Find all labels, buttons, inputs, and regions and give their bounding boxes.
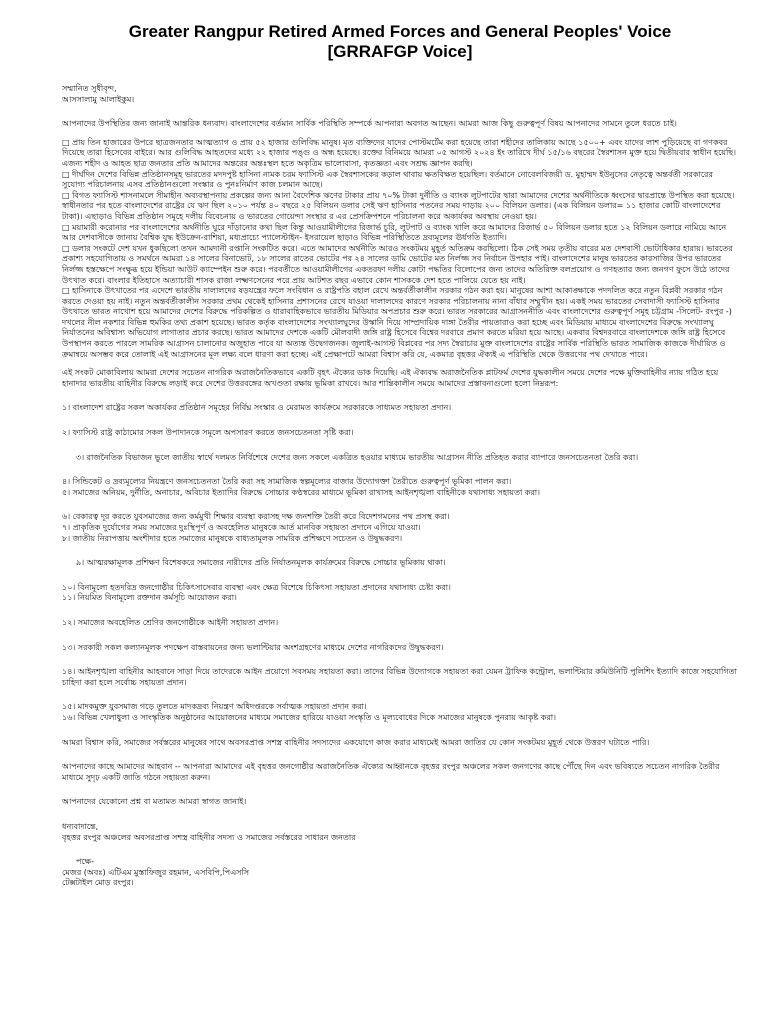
- proposal-list: [62, 403, 738, 723]
- proposal-item: ১২। সমাজের অবহেলিত শ্রেণির জনগোষ্ঠীকে আইনী সহায়তা প্রদান।: [62, 617, 279, 627]
- salutation: [62, 84, 738, 105]
- signatory-block: [62, 868, 738, 889]
- closing-thanks: ধন্যবাদান্তে,: [62, 821, 99, 831]
- background-item: □ ময়ামারী করোনার পর বাংলাদেশের অর্থনীতি ঘুরে দাঁড়ানোর কথা ছিল কিন্তু আওয়ামীলীগের রিজার্ভ চুরি, লুটপাট ও ব্যাংক খালি করে আমাদের রিজার্ভ ৫০ বিলিয়ন ডলার হতে ১২ বিলিয়ন ডলারে নামিয়ে আনে আর দেশবাসীকে জানায় বৈশ্বিক যুদ্ধ ইউক্রেন-রাশিয়া, মধ্যপ্রাচ্যে প্যালেস্টাইন- ইসরায়েল ছাড়াও বিভিন্ন পরিস্থিতিতে দ্রব্যমূলের ঊর্ধগতি ইত্যাদি।: [62, 222, 727, 243]
- appeal-paragraph: আপনাদের কাছে আমাদের আহবান -- আপনারা আমাদের এই বৃহত্তর জনগোষ্ঠীর অরাজনৈতিক ঐক্যের আহ্বানকে বৃহত্তর রংপুর অঞ্চলের সকল জনগণের কাছে পৌঁছে দিন এবং ভবিষ্যতে সচেতন নাগরিক তৈরীর মাধ্যমে সুদৃঢ় একটি জাতি গঠনে সহায়তা করুন।: [62, 762, 720, 782]
- proposal-item: ৭। প্রাকৃতিক দুর্যোগের সময় সমাজের দুঃস্থিপূর্ণ ও অবহেলিত মানুষকে আর্ত মানবিক সহায়তা প্রদানে এগিয়ে যাওয়া।: [62, 523, 421, 532]
- proposal-item: ২। ফ্যাসিস্ট রাষ্ট্র কাঠামোর সকল উপাদানকে সমূলে অপসারণ করতে জনসচেতনতা সৃষ্টি করা।: [62, 428, 354, 438]
- signatory-name: মেজর (অবঃ) এটিএম মুস্তাফিজুর রহমান, এসবিপি,পিএসসি: [62, 867, 250, 877]
- salutation-line-2: আসসালামু আলাইকুম।: [62, 94, 135, 104]
- belief-paragraph: আমরা বিশ্বাস করি, সমাজের সর্বস্তরের মানুষের সাথে অবসরপ্রাপ্ত সশস্ত্র বাহিনীর সদস্যদের একযোগে কাজ করার মাধ্যমেই আমরা জাতির যে কোন সংকটময় মুহূর্ত থেকে উত্তরণ ঘটাতে পারি।: [62, 737, 650, 747]
- proposal-item: ১১। নিয়মিত বিনামূল্যে রক্তদান কর্মসূচি আয়োজন করা।: [62, 593, 237, 603]
- background-item: □ বিগত ফ্যাসিস্ট শাসনামলে সীমাহীন অব্যবস্থাপনায় প্রকল্পের জন্য আনা বৈদেশিক ঋণের টাকার প্রায় ৭০% টাকা দুর্নীতি ও ব্যাংক লুটপাটের দ্বারা আমাদের দেশের অর্থনীতিকে ধ্বংসের দ্বারপ্রান্তে উপস্থিত করা হয়েছে। স্বাধীনতার পর হতে বাংলাদেশের রাষ্ট্রের যে ঋণ ছিল ২০১০ পর্যন্ত ৪০ বছরে ২৫ বিলিয়ন ডলার সেই ঋণ হাসিনার পতনের সময় দাড়ায় ২০০ বিলিয়ন ডলার। (এক বিলিয়ন ডলার= ১১ হাজার কোটি বাংলাদেশের টাকা)। এছাড়াও বিভিন্ন প্রতিষ্ঠান সমূহে দলীয় বিবেচনায় ও ভারতের গোয়েন্দা সংস্থার র এর প্রেসক্রিপশনে পরিচালনা করে অকার্যকর অবস্থায় নেওয়া হয়।: [62, 190, 735, 221]
- document-title: [62, 22, 738, 62]
- proposal-item: ৪। সিন্ডিকেট ও দ্রব্যমূল্যের নিয়ন্ত্রণে জনসচেতনতা তৈরি করা সহ সামাজিক স্বল্পমূল্যের বাজার উদ্যোগক্তা তৈরীতে গুরুত্বপূর্ণ ভূমিকা পালন করা।: [62, 477, 512, 487]
- background-item: □ হাসিনাকে উৎখাতের পর এদেশে ভারতীয় দালালদের ষড়যন্ত্রের ফলে সংবিধান ও রাষ্ট্রপতি বহাল রেখে অন্তর্বর্তীকালীন সরকার গঠন করা হয়। মানুষের আশা আকাঙ্ক্ষাকে পদদলিত করে নতুন বিপ্লবী সরকার গঠন করতে দেওয়া হয় নাই। নতুন অন্তর্বর্তীকালীন সরকার প্রথম থেকেই হাসিনার প্রশাসনের রেখে যাওয়া দালালদের কারণে সরকার পরিচালনায় নানা বাঁধার সম্মুখীন হয়। একই সময় ভারতের সেবাদাসী ফ্যাসিস্ট হাসিনার উৎখাতে ভারত নাখোশ হয়ে আমাদের দেশের বিরুদ্ধে পরিকল্পিত ও ধারাবাহিকভাবে ভারতীয় মিডিয়ার অপপ্রচার শুরু করে। ভারত সরকারের আগ্রাসননীতি এবং বাংলাদেশের গুরুত্বপূর্ণ সমূহ চট্টগ্রাম -সিলেট- রংপুর -) দখলের নীল নকশার বিভিন্ন হুমকির তথ্য প্রকাশ হয়েছে। ভারত কর্তৃক বাংলাদেশের সংখ্যালঘুদের উস্কানি দিয়ে সাম্প্রদায়িক দাঙ্গা তৈরীর পায়তারাও করা হচ্ছে এবং মিডিয়ায় মাধ্যমে বাংলাদেশের বিরুদ্ধে সংখ্যালঘু নির্যাতনের অবিশ্বাস্য অভিযোগ লাগাতার প্রচার করছে। ভারত আমাদের দেশকে একটি মৌলবাদী জঙ্গি রাষ্ট্র হিসেবে বিশ্বের দরবারে প্রমাণ করতে মরিয়া হয়ে আছে। একবার বিশ্বদরবারে বাংলাদেশকে জঙ্গি রাষ্ট্র হিসেবে উপস্থাপন করতে পারলে সামরিক আগ্রাসন চালানোর অজুহাত পাবে যা অত্যন্ত উদ্বেগজনক। জুলাই-আগস্ট বিপ্লবের পর সদ্য স্বৈরাচার মুক্ত বাংলাদেশের রাষ্ট্রের সার্বিক পরিস্থিতি ভারত সামাজিক কাজকে দীর্ঘায়িত ও ক্রমান্বয়ে অসম্ভব করে তোলাই এই আগ্রাসনের মূল লক্ষ্য বলে ধারণা করা হচ্ছে। এই প্রেক্ষাপটে আমরা বিশ্বাস করি যে, একমাত্র বৃহত্তর ঐক্যই এ পরিস্থিতি থেকে উত্তরণের পথ দেখাতে পারে।: [62, 286, 732, 359]
- closing-block: [62, 822, 738, 843]
- proposal-item: ১০। বিনামূল্যে হতদরিদ্র জনগোষ্ঠীর চিকিৎসাসেবার ব্যবস্থা এবং ক্ষেত্র বিশেষে চিকিৎসা সহায়তা প্রদানের যথাসাধ্য চেষ্টা করা।: [62, 582, 451, 592]
- proposal-item: ৫। সমাজের অনিয়ম, দুর্নীতি, অনাচার, অবিচার ইত্যাদির বিরুদ্ধে সোচ্চার কণ্ঠস্বরের মাধ্যমে ভূমিকা রাখাসহ আইনশৃঙ্খলা বাহিনীকে যথাসাধ্য সহায়তা করা।: [62, 487, 540, 497]
- proposal-item: ১৩। সরকারী সকল কল্যানমূলক পদক্ষেপ বাস্তবায়নের জন্য ভলান্টিয়ার অংশগ্রহণের মাধ্যমে দেশের নাগরিকদের উদ্বুদ্ধকরণ।: [62, 642, 444, 652]
- proposal-item: ১৫। মাদকমুক্ত যুবসমাজ গড়ে তুলতে মাদকদ্রব্য নিয়ন্ত্রণ অধিদপ্তরকে সর্বাত্মক সহায়তা প্রদান করা।: [62, 702, 367, 712]
- proposal-item: ১। বাংলাদেশ রাষ্ট্রের সকল অকার্যকর প্রতিষ্ঠান সমূহের নির্বিঘ্ন সংস্কার ও মেরামত কার্যক্রমে সরকারকে সাধ্যমত সহায়তা প্রদান।: [62, 403, 452, 413]
- background-item: □ দীর্ঘদিন দেশের বিভিন্ন প্রতিষ্ঠানসমূহ ভারতের মদদপুষ্ট হাসিনা নামক চরম ফ্যাসিস্ট এক স্বৈরশাসকের কড়াল থাবায় ক্ষতবিক্ষত হয়েছিল। বর্তমানে নোবেলবিজয়ী ড. মুহাম্মদ ইউনুসের নেতৃত্বে অন্তর্বর্তী সরকারের সুযোগ্য পরিচালনায় এসব প্রতিষ্ঠানগুলো সংস্কার ও পুনঃনির্মাণ কাজ চলমান আছে।: [62, 169, 713, 190]
- proposal-item: ৩। রাজনৈতিক বিভাজন ভুলে জাতীয় স্বার্থে দলমত নির্বিশেষে দেশের জন্য সকলে একত্রিত হওয়ার মাধ্যমে ভারতীয় আগ্রাসন নীতি প্রতিহত করার ব্যাপারে জনসচেতনতা তৈরি করা।: [76, 452, 639, 462]
- intro-paragraph: আপনাদের উপস্থিতির জন্য জানাই আন্তরিক ধন্যবাদ। বাংলাদেশের বর্তমান সার্বিক পরিস্থিতি সম্পর্কে আপনারা অবগত আছেন। আমরা আজ কিছু গুরুত্বপূর্ণ বিষয় আপনাদের সামনে তুলে ধরতে চাই।: [62, 119, 677, 129]
- title-line-2: [GRRAFGP Voice]: [327, 42, 473, 61]
- background-section: [62, 138, 738, 360]
- proposal-item: ৮। জাতীয় নিরাপত্তায় অংশীদার হতে সমাজের মানুষকে বাধ্যতামূলক সামরিক প্রশিক্ষণে সচেতন ও উদ্বুদ্ধকরণ।: [62, 533, 403, 543]
- background-item: □ প্রায় তিন হাজারের উপরে ছাত্রজনতার আত্মত্যাগ ও প্রায় ৫২ হাজার গুলিবিদ্ধ মানুষ। মৃত ব্যক্তিদের যাদের পোস্টমর্টেম করা হয়েছে তারা শহীদের তালিকায় আছে ১৫০০+ এবং যাদের লাশ পুড়িয়েছে বা গণকবর দিয়েছে তারা হিসেবের বাইরে। আর গুলিবিদ্ধ আহতদের মধ্যে ২২ হাজার পঙ্গু ও অন্ধ হয়েছে। রক্তের বিনিময়ে আমরা ০৫ আগস্ট ২০২৪ ইং তারিখে দীর্ঘ ১৫/১৬ বছরের স্বৈরশাসন মুক্ত হয়ে দ্বিতীয়বার স্বাধীন হয়েছি। এজন্য শহীদ ও আহত ছাত্র জনতার প্রতি আমাদের অন্তরের অন্তঃস্থল হতে অকৃত্রিম ভালোবাসা, কৃতজ্ঞতা এবং সশ্রদ্ধ জ্ঞাপন করছি।: [62, 137, 737, 168]
- title-line-1: Greater Rangpur Retired Armed Forces and General Peoples' Voice: [128, 22, 672, 41]
- welcome-paragraph: আপনাদের যেকোনো প্রশ্ন বা মতামত আমরা স্বাগত জানাই।: [62, 797, 247, 807]
- on-behalf-label: পক্ষে-: [76, 857, 95, 867]
- platform-intro-paragraph: এই সংকট মোকাবিলায় আমরা দেশের সচেতন নাগরিক অরাজনৈতিকভাবে একটি বৃহৎ ঐক্যের ডাক দিয়েছি। এই ঐক্যবদ্ধ অরাজনৈতিক প্লাটফর্ম দেশের যুদ্ধকালীন সময়ে দেশের পক্ষে মুক্তিবাহিনীর ন্যায় গঠিত হয়ে হানাদার ভারতীয় বাহিনীর বিরুদ্ধে লড়াই করে দেশের উত্তরবঙ্গের অখণ্ডতা রক্ষায় ভূমিকা রাখবে। আর শান্তিকালীন সময়ে আমাদের প্রস্তাবনাগুলো হলো নিম্নরূপ:: [62, 368, 719, 388]
- signatory-address: টেক্সটাইল মোড় রংপুর।: [62, 878, 134, 888]
- signature-block: [62, 857, 738, 868]
- proposal-item: ১৪। আইনশৃঙ্খলা বাহিনীর আহবানে সাড়া দিয়ে তাদেরকে আইন প্রয়োগে সবসময় সহায়তা করা। তাদের বিভিন্ন উদ্যোগকে সহায়তা করা যেমন ট্রাফিক কন্ট্রোল, ভলান্টিয়ার কমিউনিটি পুলিশিং ইত্যাদি কাজে সহযোগিতা চাহিদা করা হলে সর্বোচ্চ সহায়তা প্রদান।: [62, 667, 737, 687]
- proposal-item: ৬। বেকারত্ব দূর করতে যুবসমাজের জন্য কর্মমুখী শিক্ষার ব্যবস্থা করাসহ দক্ষ জনশক্তি তৈরী করে বিদেশগমনের পথ প্রসস্থ করা।: [62, 512, 450, 522]
- background-item: □ ডলার সংকটে দেশ যখন ধুকছিলো তখন আমদানী রপ্তানি সংকটিত করে। এতে আমাদের অর্থনীতি আরও সংকটময় মুহূর্ত অতিক্রম করছিলো। ঠিক সেই সময় তৃতীয় বারের মত দেশবাসী ভোটাধিকার হারায়। ভারতের প্রকাশ্য সহযোগিতায় ও সমর্থনে আমরা ১৪ সালের বিনাভোট, ১৮ সালের রাতের ভোটের পর ২৪ সালের ডামি ভোটের মত নির্লজ্জ সব নির্বাচন উপহার পাই। বাংলাদেশের মানুষ ভারতের কারসাজির উপর ভারতের নির্লজ্জ হস্তক্ষেপে সংক্ষুব্ধ হয়ে ইন্ডিয়া আউট ক্যাম্পেইন শুরু করে। পরবর্তীতে আওয়ামীলীগের একতরফা দলীয় কোটা পদ্ধতির বিলোপের জন্য তাদের অতিরিক্ত বলপ্রয়োগ ও গণহত্যার জন্য জনগণ ফুসে উঠে তাদের উৎখাত করে। বাংলার ইতিহাসে অত্যাচারী শাসক রাজা লক্ষ্মণসেনের পরে প্রায় আটশত বছর এভাবে কোন শাসককে দেশ হতে পালিয়ে যেতে হয় নাই।: [62, 243, 733, 285]
- closing-from: বৃহত্তর রংপুর অঞ্চলের অবসরপ্রাপ্ত সশস্ত্র বাহিনীর সদস্য ও সমাজের সর্বস্তরের সাধারন জনতার: [62, 832, 356, 842]
- document-body: [62, 84, 738, 889]
- proposal-item: ৯। আত্মরক্ষামূলক প্রশিক্ষণ বিশেষকরে সমাজের নারীদের প্রতি নির্যাতনমূলক কার্যক্রমের বিরুদ্ধে সোচ্চার ভূমিকায় থাকা।: [76, 558, 446, 568]
- salutation-line-1: সম্মানিত সুধীবৃন্দ,: [62, 84, 117, 93]
- proposal-item: ১৬। বিভিন্ন খেলাধুলা ও সাংস্কৃতিক অনুষ্ঠানের আয়োজনের মাধ্যমে সমাজের হারিয়ে যাওয়া সংস্কৃতি ও মূল্যবোধের দিকে সমাজের মানুষকে পুনরায় আকৃষ্ট করা।: [62, 712, 556, 722]
